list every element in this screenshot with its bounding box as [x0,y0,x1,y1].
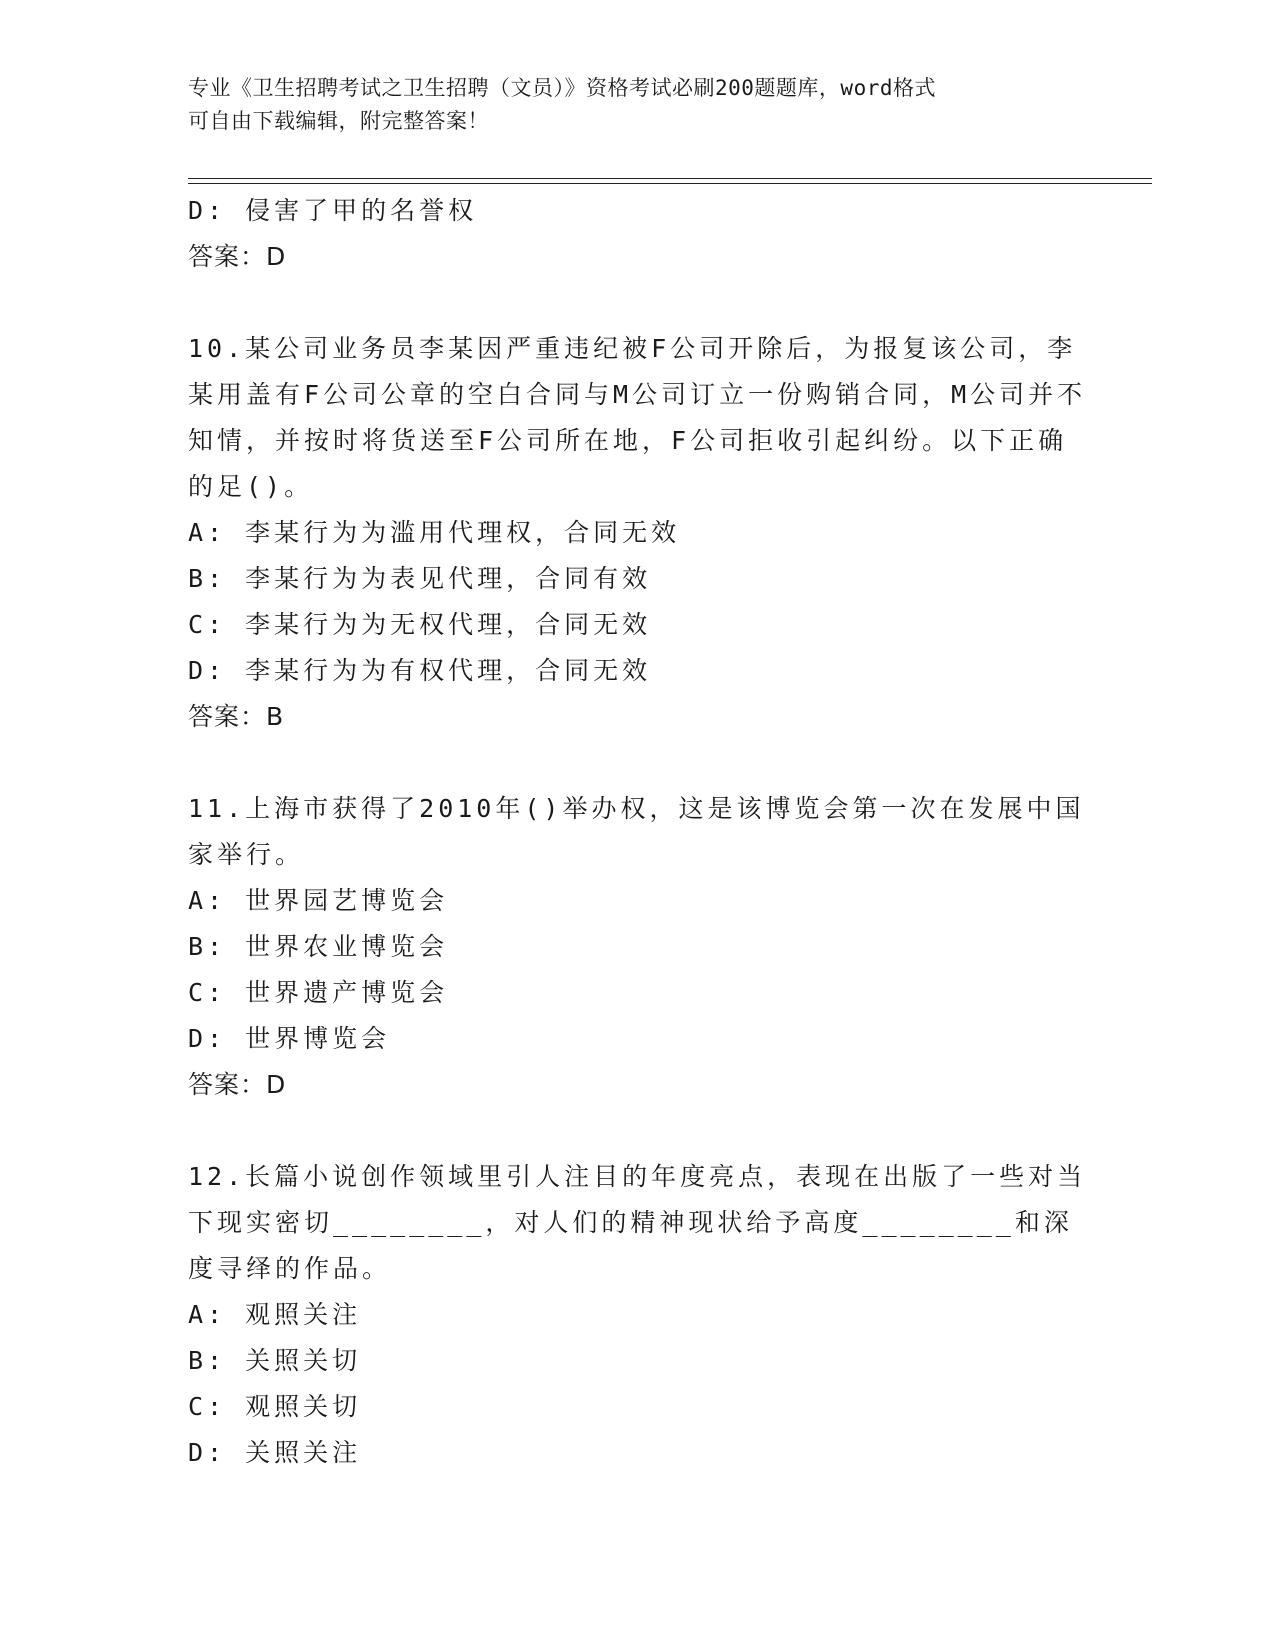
option-d: D: 世界博览会 [188,1024,391,1053]
question-12 [188,1154,1093,1476]
answer: 答案：B [188,702,285,731]
option-b: B: 世界农业博览会 [188,932,449,961]
document-header [188,72,1068,138]
document-body [188,188,1093,1476]
question-text: 10.某公司业务员李某因严重违纪被F公司开除后，为报复该公司，李某用盖有F公司公章的空白合同与M公司订立一份购销合同，M公司并不知情，并按时将货送至F公司所在地，F公司拒收引起纠纷。以下正确的足()。 [188,334,1087,501]
option-c: C: 李某行为为无权代理，合同无效 [188,610,652,639]
question-11 [188,786,1093,1108]
header-line-2: 可自由下载编辑，附完整答案！ [188,109,489,133]
question-10 [188,326,1093,740]
prev-answer: 答案：D [188,242,287,271]
option-d: D: 关照关注 [188,1438,362,1467]
prev-option-d: D: 侵害了甲的名誉权 [188,196,478,225]
spacer [188,280,1093,326]
question-text: 12.长篇小说创作领域里引人注目的年度亮点，表现在出版了一些对当下现实密切________，对人们的精神现状给予高度________和深度寻绎的作品。 [188,1162,1087,1283]
header-line-1: 专业《卫生招聘考试之卫生招聘（文员）》资格考试必刷200题题库，word格式 [188,76,936,100]
spacer [188,1108,1093,1154]
option-b: B: 李某行为为表见代理，合同有效 [188,564,652,593]
answer: 答案：D [188,1070,287,1099]
option-b: B: 关照关切 [188,1346,362,1375]
option-d: D: 李某行为为有权代理，合同无效 [188,656,652,685]
header-rule-top [188,178,1152,179]
option-a: A: 李某行为为滥用代理权，合同无效 [188,518,681,547]
option-a: A: 世界园艺博览会 [188,886,449,915]
header-rule-bottom [188,183,1152,184]
spacer [188,740,1093,786]
option-a: A: 观照关注 [188,1300,362,1329]
question-text: 11.上海市获得了2010年()举办权，这是该博览会第一次在发展中国家举行。 [188,794,1085,869]
option-c: C: 世界遗产博览会 [188,978,449,1007]
option-c: C: 观照关切 [188,1392,362,1421]
